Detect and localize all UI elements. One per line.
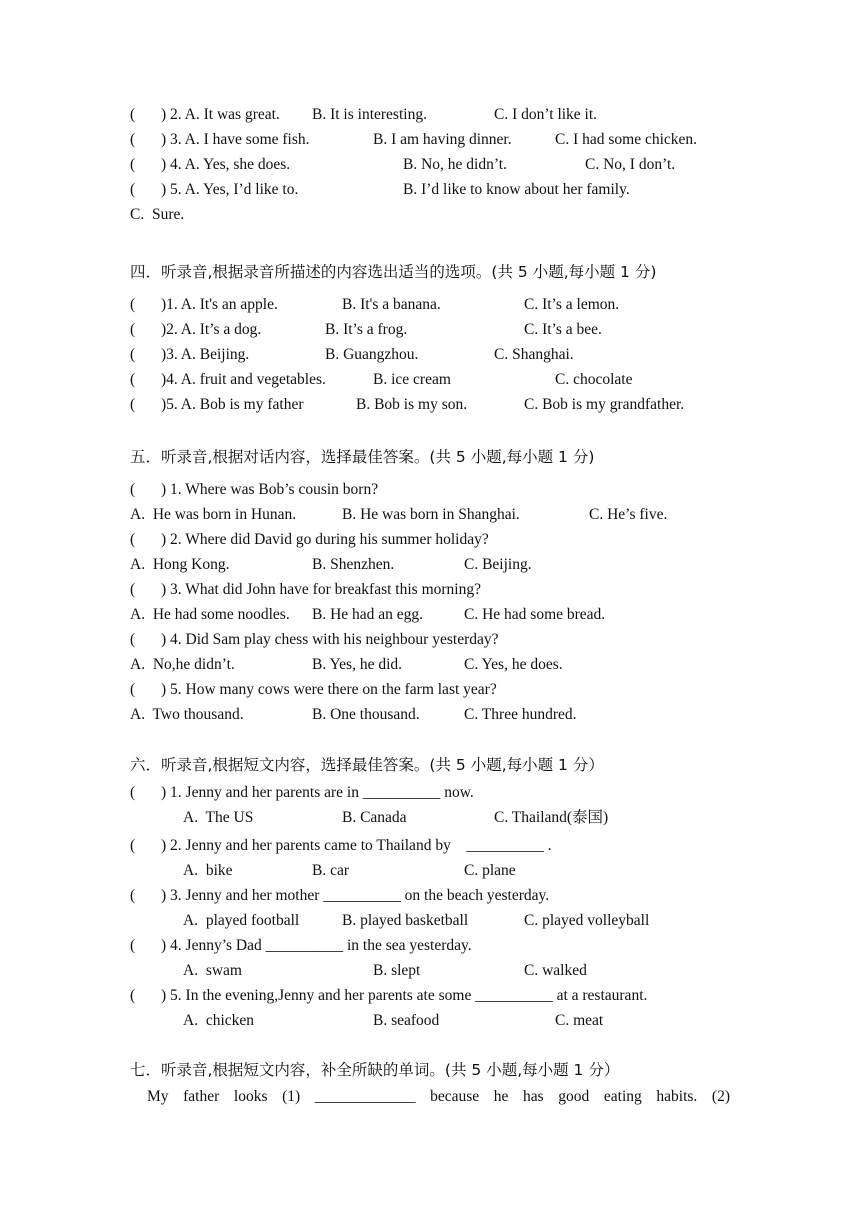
option-b: B. ice cream [373,371,451,388]
answer-bracket: ( [130,131,136,148]
option-b: B. played basketball [342,912,469,929]
answer-bracket: ( [130,631,136,648]
answer-bracket: ( [130,371,136,388]
option-b: B. Yes, he did. [312,656,403,673]
question-stem: )5. A. Bob is my father [161,396,304,413]
answer-bracket: ( [130,987,136,1004]
option-c: C. plane [464,862,516,879]
answer-bracket: ( [130,481,136,498]
option-c: C. Three hundred. [464,706,577,723]
question-text: ) 5. How many cows were there on the farm last year? [161,681,497,698]
option-a: A. bike [183,862,233,879]
section6-heading: 六．听录音,根据短文内容，选择最佳答案。(共 5 小题,每小题 1 分） [130,756,604,774]
answer-bracket: ( [130,296,136,313]
question-stem: )1. A. It's an apple. [161,296,278,313]
question-text: ) 3. Jenny and her mother __________ on the beach yesterday. [161,887,550,904]
answer-bracket: ( [130,681,136,698]
option-b: B. car [312,862,350,879]
option-c: C. Bob is my grandfather. [524,396,685,413]
answer-bracket: ( [130,531,136,548]
option-c: C. Shanghai. [494,346,574,363]
question-stem: ) 2. A. It was great. [161,106,280,123]
option-b: B. I am having dinner. [373,131,512,148]
option-c: C. No, I don’t. [585,156,676,173]
option-a: A. Hong Kong. [130,556,230,573]
option-b: B. It’s a frog. [325,321,408,338]
option-c: C. meat [555,1012,604,1029]
answer-bracket: ( [130,887,136,904]
section7-passage: My father looks (1) _____________ because he has good eating habits. (2) [147,1088,730,1105]
answer-bracket: ( [130,346,136,363]
option-b: B. It's a banana. [342,296,441,313]
option-c: C. Beijing. [464,556,532,573]
option-c: C. played volleyball [524,912,650,929]
option-b: B. slept [373,962,421,979]
option-c: C. Yes, he does. [464,656,563,673]
section4-heading: 四．听录音,根据录音所描述的内容选出适当的选项。(共 5 小题,每小题 1 分) [130,263,657,281]
question-text: ) 5. In the evening,Jenny and her parents ate some __________ at a restaurant. [161,987,648,1004]
option-c: C. He’s five. [589,506,668,523]
answer-bracket: ( [130,181,136,198]
option-b: B. Guangzhou. [325,346,419,363]
answer-bracket: ( [130,321,136,338]
question-text: ) 1. Where was Bob’s cousin born? [161,481,379,498]
answer-bracket: ( [130,581,136,598]
question-stem: )2. A. It’s a dog. [161,321,262,338]
question-text: ) 2. Jenny and her parents came to Thailand by __________ . [161,837,552,854]
option-b: B. Canada [342,809,407,826]
option-c: C. Sure. [130,206,185,223]
option-a: A. He was born in Hunan. [130,506,297,523]
option-b: B. Bob is my son. [356,396,468,413]
question-stem: ) 5. A. Yes, I’d like to. [161,181,299,198]
section5-heading: 五．听录音,根据对话内容，选择最佳答案。(共 5 小题,每小题 1 分) [130,448,595,466]
option-a: A. No,he didn’t. [130,656,235,673]
option-c: C. I had some chicken. [555,131,698,148]
option-a: A. The US [183,809,254,826]
answer-bracket: ( [130,937,136,954]
option-a: A. swam [183,962,242,979]
option-b: B. No, he didn’t. [403,156,507,173]
option-a: A. Two thousand. [130,706,244,723]
question-stem: ) 4. A. Yes, she does. [161,156,291,173]
question-text: ) 4. Jenny’s Dad __________ in the sea yesterday. [161,937,472,954]
option-a: A. played football [183,912,300,929]
option-a: A. chicken [183,1012,255,1029]
answer-bracket: ( [130,784,136,801]
option-b: B. Shenzhen. [312,556,395,573]
option-c: C. chocolate [555,371,633,388]
option-c: C. It’s a bee. [524,321,602,338]
answer-bracket: ( [130,837,136,854]
option-b: B. I’d like to know about her family. [403,181,630,198]
option-c: C. It’s a lemon. [524,296,620,313]
option-a: A. He had some noodles. [130,606,290,623]
option-c: C. walked [524,962,587,979]
option-c: C. Thailand(泰国) [494,809,609,826]
option-c: C. I don’t like it. [494,106,598,123]
question-stem: )4. A. fruit and vegetables. [161,371,326,388]
question-text: ) 4. Did Sam play chess with his neighbour yesterday? [161,631,499,648]
section7-heading: 七．听录音,根据短文内容，补全所缺的单词。(共 5 小题,每小题 1 分） [130,1061,620,1079]
answer-bracket: ( [130,156,136,173]
option-b: B. seafood [373,1012,440,1029]
question-text: ) 3. What did John have for breakfast this morning? [161,581,481,598]
question-stem: )3. A. Beijing. [161,346,250,363]
answer-bracket: ( [130,396,136,413]
question-text: ) 1. Jenny and her parents are in __________ now. [161,784,474,801]
option-c: C. He had some bread. [464,606,606,623]
question-text: ) 2. Where did David go during his summer holiday? [161,531,489,548]
question-stem: ) 3. A. I have some fish. [161,131,310,148]
option-b: B. One thousand. [312,706,420,723]
answer-bracket: ( [130,106,136,123]
option-b: B. He had an egg. [312,606,424,623]
option-b: B. He was born in Shanghai. [342,506,520,523]
option-b: B. It is interesting. [312,106,427,123]
